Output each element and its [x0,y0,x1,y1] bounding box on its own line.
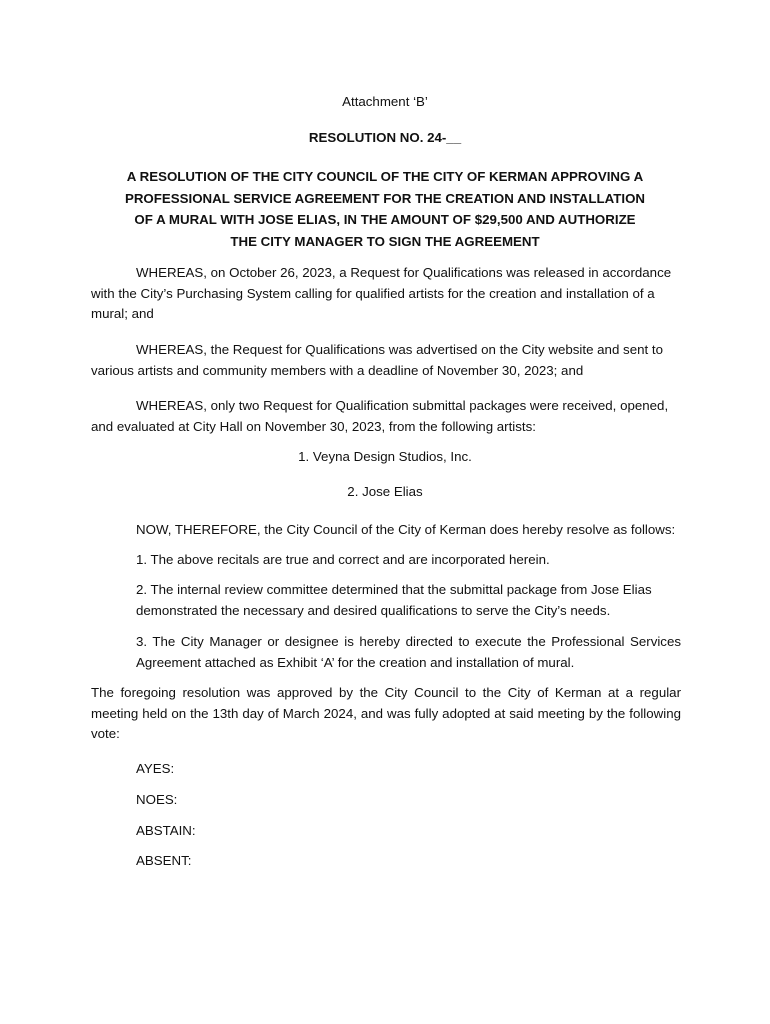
foregoing-paragraph: The foregoing resolution was approved by the City Council to the City of Kerman at a regular meeting held on the 13th day of March 2024, and was fully adopted at said meeting by the following vote: [91,685,681,741]
whereas-2-text: WHEREAS, the Request for Qualifications was advertised on the City website and sent to various artists and community members with a deadline of November 30, 2023; and [91,342,663,378]
now-therefore-text: NOW, THEREFORE, the City Council of the City of Kerman does hereby resolve as follows: [136,522,676,537]
artist-item-1: 1. Veyna Design Studios, Inc. [298,449,472,464]
vote-noes: NOES: [136,792,178,807]
vote-abstain: ABSTAIN: [136,823,196,838]
attachment-label: Attachment ‘B’ [342,94,428,109]
whereas-paragraph-3 [91,396,681,437]
resolution-number: RESOLUTION NO. 24-__ [308,130,462,145]
whereas-paragraph-1 [91,263,681,325]
resolve-item-1: 1. The above recitals are true and correct and are incorporated herein. [136,552,550,567]
whereas-1-text: WHEREAS, on October 26, 2023, a Request for Qualifications was released in accordance with the City’s Purchasing System calling for qualified artists for the creation and installation of a mural; and [91,265,672,321]
whereas-paragraph-2 [91,340,681,381]
artist-item-2: 2. Jose Elias [347,484,423,499]
resolve-item-2: 2. The internal review committee determined that the submittal package from Jose Elias demonstrated the necessary and desired qualifications to serve the City’s needs. [136,582,652,618]
resolution-title: A RESOLUTION OF THE CITY COUNCIL OF THE CITY OF KERMAN APPROVING A PROFESSIONAL SERVICE AGREEMENT FOR THE CREATION AND INSTALLATION OF A MURAL WITH JOSE ELIAS, IN THE AMOUNT OF $29,500 AND AUTHORIZE THE CITY MANAGER TO SIGN THE AGREEMENT [124,169,646,249]
resolve-item-3: 3. The City Manager or designee is hereby directed to execute the Professional Services Agreement attached as Exhibit ‘A’ for the creation and installation of mural. [136,634,681,670]
whereas-3-text: WHEREAS, only two Request for Qualification submittal packages were received, opened, and evaluated at City Hall on November 30, 2023, from the following artists: [91,398,669,434]
vote-absent: ABSENT: [136,853,192,868]
vote-ayes: AYES: [136,761,175,776]
